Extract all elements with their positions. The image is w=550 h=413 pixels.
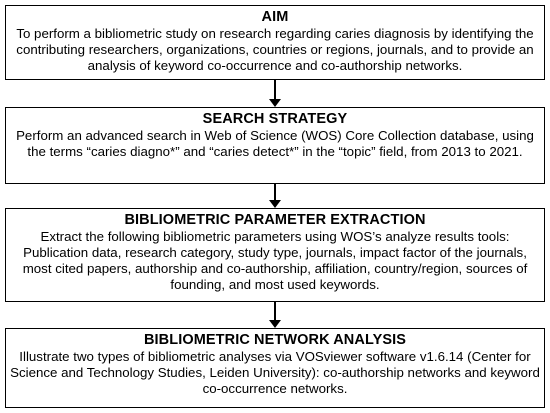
flow-arrow-1 <box>269 80 281 107</box>
search-strategy-box <box>5 107 545 184</box>
parameter-extraction-body: Extract the following bibliometric parameters using WOS’s analyze results tools: Publication data, research category, study type, journals, impact factor of the journals, most cited papers, authorship and co-authorship, affiliation, country/region, sources of founding, and most used keywords. <box>22 229 528 292</box>
network-analysis-box <box>5 328 545 408</box>
parameter-extraction-title: BIBLIOMETRIC PARAMETER EXTRACTION <box>124 212 426 228</box>
network-analysis-body: Illustrate two types of bibliometric analyses via VOSviewer software v1.6.14 (Center for Science and Technology Studies, Leiden University): co-authorship networks and keyword co-occurrence networks. <box>10 349 540 396</box>
arrow-head-icon <box>269 99 281 107</box>
arrow-shaft <box>274 184 276 200</box>
arrow-head-icon <box>269 320 281 328</box>
network-analysis-title: BIBLIOMETRIC NETWORK ANALYSIS <box>143 332 407 348</box>
parameter-extraction-box <box>5 208 545 302</box>
arrow-head-icon <box>269 200 281 208</box>
aim-body: To perform a bibliometric study on research regarding caries diagnosis by identifying the contributing researchers, organizations, countries or regions, journals, and to provide an analysis of keyword co-occurrence and co-authorship networks. <box>16 26 534 73</box>
flow-arrow-2 <box>269 184 281 208</box>
search-strategy-title: SEARCH STRATEGY <box>202 111 348 127</box>
aim-title: AIM <box>261 9 289 25</box>
search-strategy-body: Perform an advanced search in Web of Science (WOS) Core Collection database, using the terms “caries diagno*” and “caries detect*” in the “topic” field, from 2013 to 2021. <box>16 128 534 159</box>
arrow-shaft <box>274 302 276 320</box>
aim-box <box>5 5 545 80</box>
flow-arrow-3 <box>269 302 281 328</box>
arrow-shaft <box>274 80 276 99</box>
